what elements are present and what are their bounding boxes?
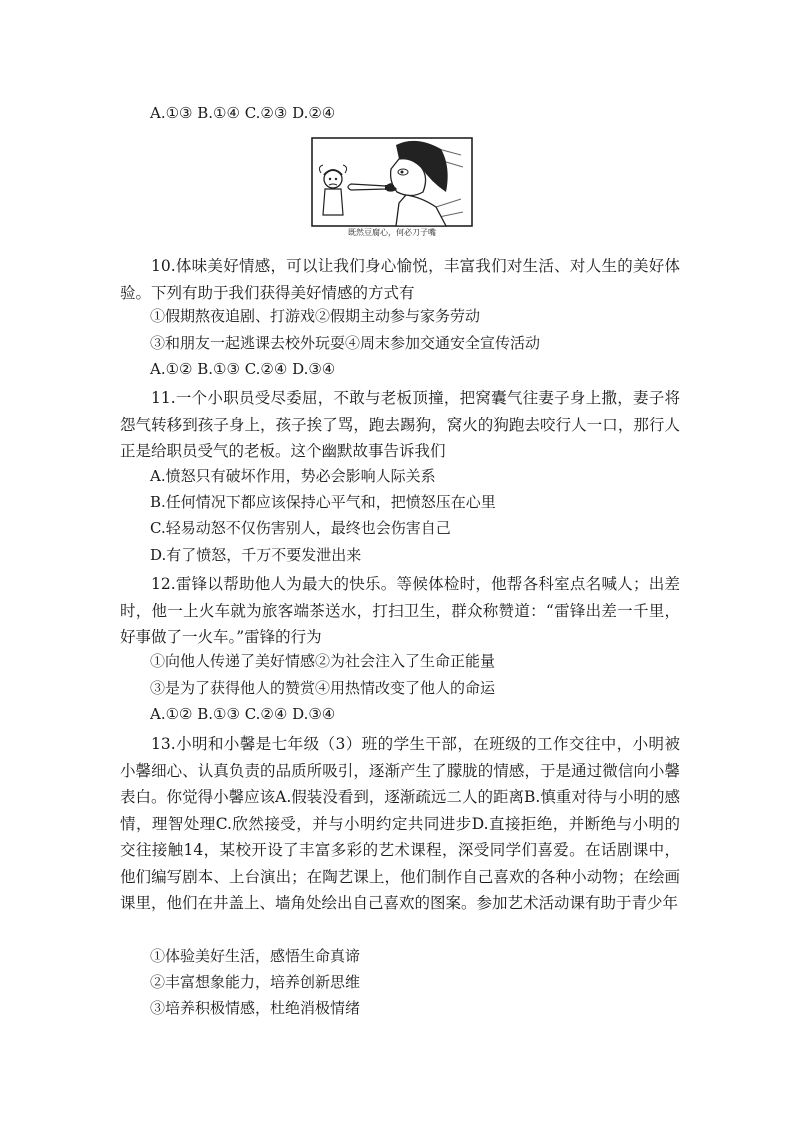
cartoon-illustration [311, 137, 473, 245]
q11-option-a: A.愤怒只有破坏作用，势必会影响人际关系 [150, 467, 436, 485]
q14-item-2: ②丰富想象能力，培养创新思维 [150, 973, 361, 991]
q12-item-2: ③是为了获得他人的赞赏④用热情改变了他人的命运 [150, 679, 496, 697]
cartoon-drawing [311, 137, 473, 227]
q10-stem: 10.体味美好情感，可以让我们身心愉悦，丰富我们对生活、对人生的美好体验。下列有助于我们获得美好情感的方式有 [120, 257, 680, 302]
q12-item-1: ①向他人传递了美好情感②为社会注入了生命正能量 [150, 652, 496, 670]
q9-options: A.①③ B.①④ C.②③ D.②④ [150, 104, 336, 122]
q11-option-d: D.有了愤怒，千万不要发泄出来 [150, 546, 362, 564]
q11-stem: 11.一个小职员受尽委屈，不敢与老板顶撞，把窝囊气往妻子身上撒，妻子将怨气转移到孩子身上，孩子挨了骂，跑去踢狗，窝火的狗跑去咬行人一口，那行人正是给职员受气的老板。这个幽默故事告诉我们 [120, 389, 680, 460]
q13-stem: 13.小明和小馨是七年级（3）班的学生干部，在班级的工作交往中，小明被小馨细心、认真负责的品质所吸引，逐渐产生了朦胧的情感，于是通过微信向小馨表白。你觉得小馨应该A.假装没看到，逐渐疏远二人的距离B.慎重对待与小明的感情，理智处理C.欣然接受，并与小明约定共同进步D.直接拒绝，并断绝与小明的交往接触14，某校开设了丰富多彩的艺术课程，深受同学们喜爱。在话剧课中，他们编写剧本、上台演出；在陶艺课上，他们制作自己喜欢的各种小动物；在绘画课里，他们在井盖上、墙角处绘出自己喜欢的图案。参加艺术活动课有助于青少年 [120, 735, 680, 912]
q11-option-c: C.轻易动怒不仅伤害别人，最终也会伤害自己 [150, 519, 451, 537]
q10-item-2: ③和朋友一起逃课去校外玩耍④周末参加交通安全宣传活动 [150, 334, 541, 352]
q11-option-b: B.任何情况下都应该保持心平气和，把愤怒压在心里 [150, 493, 496, 511]
q10-item-1: ①假期熬夜追剧、打游戏②假期主动参与家务劳动 [150, 307, 481, 325]
q12-options: A.①② B.①③ C.②④ D.③④ [150, 705, 336, 723]
q10-options: A.①② B.①③ C.②④ D.③④ [150, 360, 336, 378]
q14-item-3: ③培养积极情感，杜绝消极情绪 [150, 999, 361, 1017]
cartoon-caption: 既然豆腐心，何必刀子嘴 [348, 228, 436, 237]
q14-item-1: ①体验美好生活，感悟生命真谛 [150, 947, 361, 965]
q12-stem: 12.雷锋以帮助他人为最大的快乐。等候体检时，他帮各科室点名喊人；出差时，他一上火车就为旅客端茶送水，打扫卫生，群众称赞道：“雷锋出差一千里，好事做了一火车。”雷锋的行为 [120, 575, 680, 646]
